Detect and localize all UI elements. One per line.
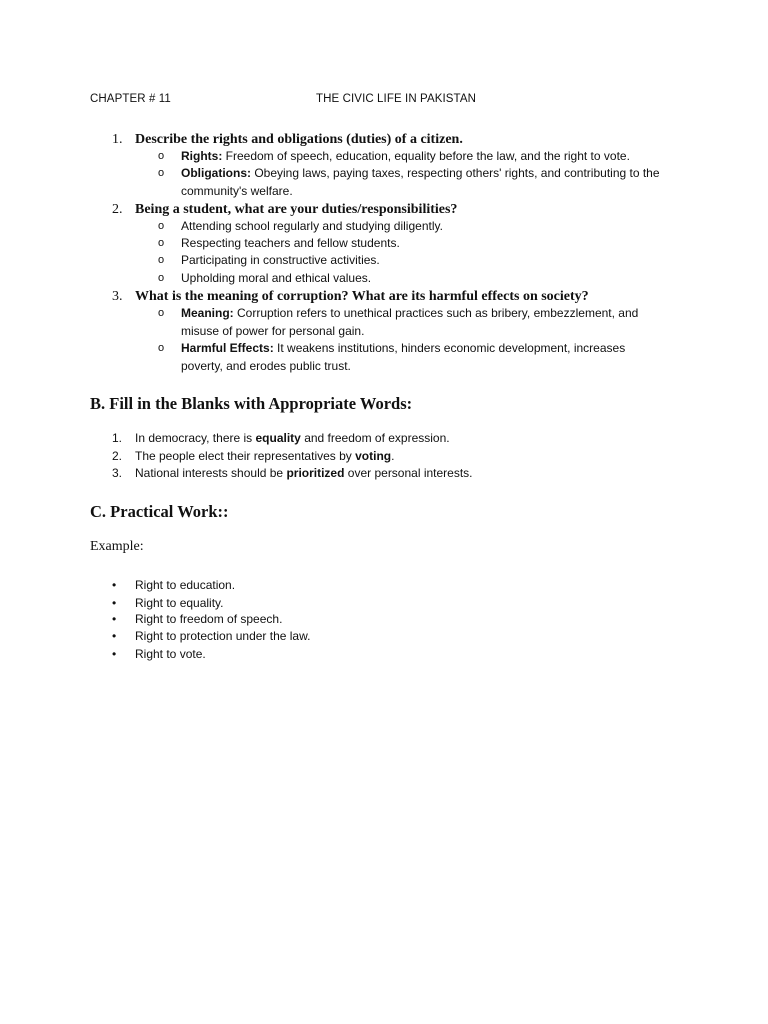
- answer-text: Corruption refers to unethical practices such as bribery, embezzlement, and misuse of power for personal gain.: [181, 306, 639, 338]
- answer-item: [158, 148, 668, 166]
- list-item: [112, 577, 235, 594]
- blank-answer: prioritized: [286, 466, 345, 480]
- answer-label: Rights:: [181, 149, 223, 163]
- circle-bullet-icon: o: [158, 220, 165, 232]
- answer-text: It weakens institutions, hinders economic development, increases poverty, and erodes public trust.: [181, 341, 626, 373]
- list-item-text: Right to vote.: [135, 647, 206, 661]
- list-item: [112, 611, 282, 628]
- answer-item: [158, 218, 668, 236]
- answer-text: Freedom of speech, education, equality before the law, and the right to vote.: [222, 149, 630, 163]
- list-item: [112, 628, 310, 645]
- item-text-after: and freedom of expression.: [300, 431, 450, 445]
- answer-text: Obeying laws, paying taxes, respecting others' rights, and contributing to the community's welfare.: [181, 166, 660, 198]
- answer-text: Attending school regularly and studying diligently.: [181, 219, 443, 233]
- item-text-after: .: [391, 449, 395, 463]
- answer-text: Upholding moral and ethical values.: [181, 271, 372, 285]
- bullet-icon: •: [112, 612, 117, 626]
- circle-bullet-icon: o: [158, 237, 165, 249]
- chapter-title: THE CIVIC LIFE IN PAKISTAN: [316, 93, 477, 105]
- chapter-number: CHAPTER # 11: [90, 93, 171, 105]
- item-number: 2.: [112, 449, 123, 463]
- list-item-text: Right to freedom of speech.: [135, 612, 283, 626]
- question-1: [112, 131, 463, 148]
- question-number: 3.: [112, 289, 123, 304]
- list-item: [112, 595, 224, 612]
- item-text-after: over personal interests.: [344, 466, 473, 480]
- answer-text: Respecting teachers and fellow students.: [181, 236, 400, 250]
- list-item-text: Right to education.: [135, 578, 236, 592]
- bullet-icon: •: [112, 596, 117, 610]
- question-text: What is the meaning of corruption? What are its harmful effects on society?: [135, 289, 589, 304]
- fill-blank-item: [112, 465, 473, 482]
- circle-bullet-icon: o: [158, 342, 165, 354]
- answer-item: [158, 252, 668, 270]
- section-b-heading: B. Fill in the Blanks with Appropriate Words:: [90, 394, 413, 413]
- list-item: [112, 646, 206, 663]
- answer-text: Participating in constructive activities.: [181, 253, 380, 267]
- answer-item: [158, 305, 668, 340]
- answer-item: [158, 165, 668, 200]
- item-text-before: The people elect their representatives by: [135, 449, 356, 463]
- question-number: 1.: [112, 132, 123, 147]
- list-item-text: Right to protection under the law.: [135, 629, 311, 643]
- list-item-text: Right to equality.: [135, 596, 224, 610]
- question-2: [112, 201, 457, 218]
- answer-item: [158, 270, 668, 288]
- bullet-icon: •: [112, 647, 117, 661]
- answer-item: [158, 235, 668, 253]
- circle-bullet-icon: o: [158, 272, 165, 284]
- circle-bullet-icon: o: [158, 167, 165, 179]
- answer-label: Meaning:: [181, 306, 234, 320]
- question-text: Being a student, what are your duties/responsibilities?: [135, 202, 458, 217]
- section-c-heading: C. Practical Work::: [90, 502, 229, 521]
- item-number: 1.: [112, 431, 123, 445]
- item-number: 3.: [112, 466, 123, 480]
- fill-blank-item: [112, 430, 450, 447]
- bullet-icon: •: [112, 629, 117, 643]
- answer-label: Harmful Effects:: [181, 341, 274, 355]
- item-text-before: National interests should be: [135, 466, 287, 480]
- answer-label: Obligations:: [181, 166, 251, 180]
- example-label: Example:: [90, 539, 144, 554]
- question-text: Describe the rights and obligations (duties) of a citizen.: [135, 132, 463, 147]
- circle-bullet-icon: o: [158, 307, 165, 319]
- blank-answer: voting: [355, 449, 392, 463]
- fill-blank-item: [112, 448, 394, 465]
- answer-item: [158, 340, 668, 375]
- question-number: 2.: [112, 202, 123, 217]
- bullet-icon: •: [112, 578, 117, 592]
- item-text-before: In democracy, there is: [135, 431, 256, 445]
- circle-bullet-icon: o: [158, 150, 165, 162]
- blank-answer: equality: [255, 431, 301, 445]
- question-3: [112, 288, 589, 305]
- circle-bullet-icon: o: [158, 254, 165, 266]
